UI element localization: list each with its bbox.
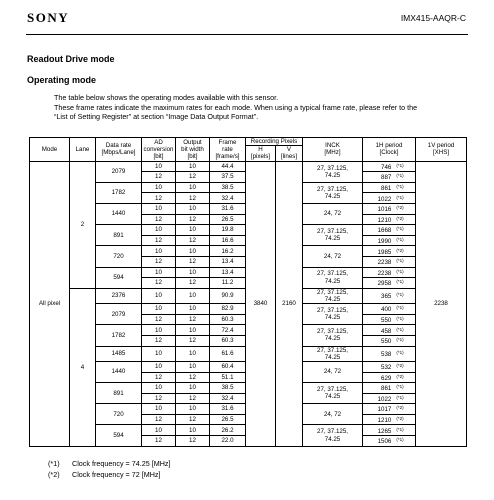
h-period-cell: 400 $^{(*1)}$	[363, 304, 416, 315]
frame-rate-cell: 51.1	[210, 372, 246, 383]
h-period-cell: 550 $^{(*1)}$	[363, 335, 416, 346]
output-bit-cell: 12	[176, 214, 210, 225]
frame-rate-cell: 60.3	[210, 335, 246, 346]
intro-line: “List of Setting Register” at section “Image Data Output Format”.	[54, 112, 259, 122]
output-bit-cell: 12	[176, 414, 210, 425]
output-bit-cell: 12	[176, 314, 210, 325]
ad-conversion-cell: 12	[142, 278, 176, 289]
h-period-cell: 532 $^{(*2)}$	[363, 361, 416, 372]
frame-rate-cell: 19.8	[210, 225, 246, 236]
intro-paragraph	[54, 93, 474, 122]
inck-cell: 27, 37.125, 74.25	[303, 161, 363, 182]
frame-rate-cell: 38.5	[210, 383, 246, 394]
data-rate-cell: 594	[96, 425, 142, 446]
output-bit-cell: 10	[176, 383, 210, 394]
frame-rate-cell: 16.2	[210, 246, 246, 257]
lane-cell: 4	[70, 288, 96, 446]
frame-rate-cell: 13.4	[210, 267, 246, 278]
output-bit-cell: 10	[176, 203, 210, 214]
ad-conversion-cell: 10	[142, 346, 176, 361]
output-bit-cell: 12	[176, 372, 210, 383]
ad-conversion-cell: 10	[142, 361, 176, 372]
table-row	[30, 161, 467, 172]
ad-conversion-cell: 12	[142, 214, 176, 225]
ad-conversion-cell: 10	[142, 182, 176, 193]
col-header-v: V [lines]	[276, 146, 303, 161]
frame-rate-cell: 32.4	[210, 193, 246, 204]
h-period-cell: 1265 $^{(*1)}$	[363, 425, 416, 436]
frame-rate-cell: 13.4	[210, 256, 246, 267]
frame-rate-cell: 26.5	[210, 414, 246, 425]
ad-conversion-cell: 12	[142, 335, 176, 346]
data-rate-cell: 1440	[96, 203, 142, 224]
output-bit-cell: 10	[176, 361, 210, 372]
frame-rate-cell: 82.9	[210, 304, 246, 315]
output-bit-cell: 10	[176, 288, 210, 303]
h-period-cell: 1016 $^{(*2)}$	[363, 203, 416, 214]
h-pixels-cell: 3840	[246, 161, 276, 446]
data-rate-cell: 2079	[96, 304, 142, 325]
inck-cell: 27, 37.125, 74.25	[303, 425, 363, 446]
h-period-cell: 2238 $^{(*1)}$	[363, 267, 416, 278]
ad-conversion-cell: 10	[142, 288, 176, 303]
h-period-cell: 458 $^{(*1)}$	[363, 325, 416, 336]
output-bit-cell: 12	[176, 256, 210, 267]
h-period-cell: 1017 $^{(*2)}$	[363, 404, 416, 415]
inck-cell: 24, 72	[303, 404, 363, 425]
ad-conversion-cell: 10	[142, 383, 176, 394]
frame-rate-cell: 72.4	[210, 325, 246, 336]
table-header	[30, 138, 467, 162]
h-period-cell: 861 $^{(*1)}$	[363, 383, 416, 394]
data-rate-cell: 891	[96, 383, 142, 404]
sony-logo: SONY	[27, 10, 70, 25]
h-period-cell: 1668 $^{(*1)}$	[363, 225, 416, 236]
inck-cell: 24, 72	[303, 246, 363, 267]
ad-conversion-cell: 12	[142, 436, 176, 447]
inck-cell: 27, 37.125, 74.25	[303, 304, 363, 325]
frame-rate-cell: 31.6	[210, 404, 246, 415]
ad-conversion-cell: 10	[142, 225, 176, 236]
frame-rate-cell: 60.4	[210, 361, 246, 372]
output-bit-cell: 10	[176, 182, 210, 193]
h-period-cell: 2238 $^{(*1)}$	[363, 256, 416, 267]
v-period-cell: 2238	[416, 161, 467, 446]
output-bit-cell: 12	[176, 278, 210, 289]
h-period-cell: 861 $^{(*1)}$	[363, 182, 416, 193]
h-period-cell: 1210 $^{(*2)}$	[363, 414, 416, 425]
frame-rate-cell: 26.2	[210, 425, 246, 436]
col-header-frame-rate: Frame rate [frame/s]	[210, 138, 246, 162]
intro-line: These frame rates indicate the maximum rates for each mode. When using a typical frame rate, please refer to the	[54, 102, 418, 112]
h-period-cell: 1210 $^{(*2)}$	[363, 214, 416, 225]
ad-conversion-cell: 10	[142, 304, 176, 315]
frame-rate-cell: 22.0	[210, 436, 246, 447]
data-rate-cell: 720	[96, 404, 142, 425]
output-bit-cell: 10	[176, 425, 210, 436]
output-bit-cell: 12	[176, 335, 210, 346]
frame-rate-cell: 90.9	[210, 288, 246, 303]
h-period-cell: 550 $^{(*1)}$	[363, 314, 416, 325]
operating-mode-table	[29, 137, 467, 447]
h-period-cell: 538 $^{(*1)}$	[363, 346, 416, 361]
h-period-cell: 746 $^{(*1)}$	[363, 161, 416, 172]
ad-conversion-cell: 10	[142, 404, 176, 415]
output-bit-cell: 10	[176, 225, 210, 236]
output-bit-cell: 10	[176, 304, 210, 315]
output-bit-cell: 12	[176, 393, 210, 404]
col-header-recording-pixels: Recording Pixels	[246, 138, 303, 146]
col-header-lane: Lane	[70, 138, 96, 162]
inck-cell: 27, 37.125, 74.25	[303, 225, 363, 246]
col-header-h: H [pixels]	[246, 146, 276, 161]
data-rate-cell: 1782	[96, 182, 142, 203]
output-bit-cell: 12	[176, 193, 210, 204]
intro-line: The table below shows the operating modes available with this sensor.	[54, 93, 279, 102]
inck-cell: 24, 72	[303, 361, 363, 382]
inck-cell: 27, 37.125, 74.25	[303, 182, 363, 203]
lane-cell: 2	[70, 161, 96, 288]
frame-rate-cell: 32.4	[210, 393, 246, 404]
h-period-cell: 365 $^{(*1)}$	[363, 288, 416, 303]
frame-rate-cell: 37.5	[210, 172, 246, 183]
table-body	[30, 161, 467, 446]
frame-rate-cell: 44.4	[210, 161, 246, 172]
ad-conversion-cell: 12	[142, 372, 176, 383]
output-bit-cell: 10	[176, 325, 210, 336]
footnotes	[48, 458, 170, 480]
inck-cell: 27, 37.125, 74.25	[303, 325, 363, 346]
frame-rate-cell: 26.5	[210, 214, 246, 225]
v-lines-cell: 2160	[276, 161, 303, 446]
ad-conversion-cell: 10	[142, 246, 176, 257]
output-bit-cell: 10	[176, 346, 210, 361]
ad-conversion-cell: 12	[142, 314, 176, 325]
frame-rate-cell: 60.3	[210, 314, 246, 325]
col-header-output-bit-width: Output bit width [bit]	[176, 138, 210, 162]
h-period-cell: 2958 $^{(*1)}$	[363, 278, 416, 289]
h-period-cell: 629 $^{(*2)}$	[363, 372, 416, 383]
frame-rate-cell: 16.6	[210, 235, 246, 246]
h-period-cell: 1022 $^{(*1)}$	[363, 193, 416, 204]
ad-conversion-cell: 12	[142, 172, 176, 183]
col-header-ad-conversion: AD conversion [bit]	[142, 138, 176, 162]
section-title: Readout Drive mode	[27, 54, 115, 64]
ad-conversion-cell: 12	[142, 235, 176, 246]
ad-conversion-cell: 12	[142, 193, 176, 204]
data-rate-cell: 1485	[96, 346, 142, 361]
footnote: (*1) Clock frequency = 74.25 [MHz]	[48, 459, 171, 468]
output-bit-cell: 10	[176, 246, 210, 257]
col-header-mode: Mode	[30, 138, 70, 162]
output-bit-cell: 12	[176, 235, 210, 246]
col-header-1h-period: 1H period [Clock]	[363, 138, 416, 162]
ad-conversion-cell: 12	[142, 414, 176, 425]
col-header-1v-period: 1V period [XHS]	[416, 138, 467, 162]
h-period-cell: 1990 $^{(*1)}$	[363, 235, 416, 246]
mode-cell: All pixel	[30, 161, 70, 446]
h-period-cell: 1985 $^{(*2)}$	[363, 246, 416, 257]
output-bit-cell: 10	[176, 404, 210, 415]
h-period-cell: 887 $^{(*1)}$	[363, 172, 416, 183]
data-rate-cell: 2376	[96, 288, 142, 303]
output-bit-cell: 12	[176, 436, 210, 447]
data-rate-cell: 2079	[96, 161, 142, 182]
ad-conversion-cell: 10	[142, 161, 176, 172]
ad-conversion-cell: 10	[142, 203, 176, 214]
ad-conversion-cell: 10	[142, 325, 176, 336]
model-number: IMX415-AAQR-C	[400, 13, 466, 23]
ad-conversion-cell: 10	[142, 425, 176, 436]
header-divider	[26, 34, 468, 35]
data-rate-cell: 720	[96, 246, 142, 267]
frame-rate-cell: 31.6	[210, 203, 246, 214]
inck-cell: 27, 37.125, 74.25	[303, 383, 363, 404]
data-rate-cell: 594	[96, 267, 142, 288]
col-header-inck: INCK [MHz]	[303, 138, 363, 162]
ad-conversion-cell: 10	[142, 267, 176, 278]
ad-conversion-cell: 12	[142, 256, 176, 267]
inck-cell: 27, 37.125, 74.25	[303, 346, 363, 361]
frame-rate-cell: 38.5	[210, 182, 246, 193]
frame-rate-cell: 11.2	[210, 278, 246, 289]
data-rate-cell: 1440	[96, 361, 142, 382]
inck-cell: 27, 37.125, 74.25	[303, 267, 363, 288]
inck-cell: 24, 72	[303, 203, 363, 224]
inck-cell: 27, 37.125, 74.25	[303, 288, 363, 303]
h-period-cell: 1506 $^{(*1)}$	[363, 436, 416, 447]
subsection-title: Operating mode	[27, 75, 97, 85]
output-bit-cell: 10	[176, 161, 210, 172]
col-header-data-rate: Data rate [Mbps/Lane]	[96, 138, 142, 162]
output-bit-cell: 10	[176, 267, 210, 278]
frame-rate-cell: 61.6	[210, 346, 246, 361]
ad-conversion-cell: 12	[142, 393, 176, 404]
data-rate-cell: 891	[96, 225, 142, 246]
footnote: (*2) Clock frequency = 72 [MHz]	[48, 470, 161, 479]
h-period-cell: 1022 $^{(*1)}$	[363, 393, 416, 404]
output-bit-cell: 12	[176, 172, 210, 183]
data-rate-cell: 1782	[96, 325, 142, 346]
